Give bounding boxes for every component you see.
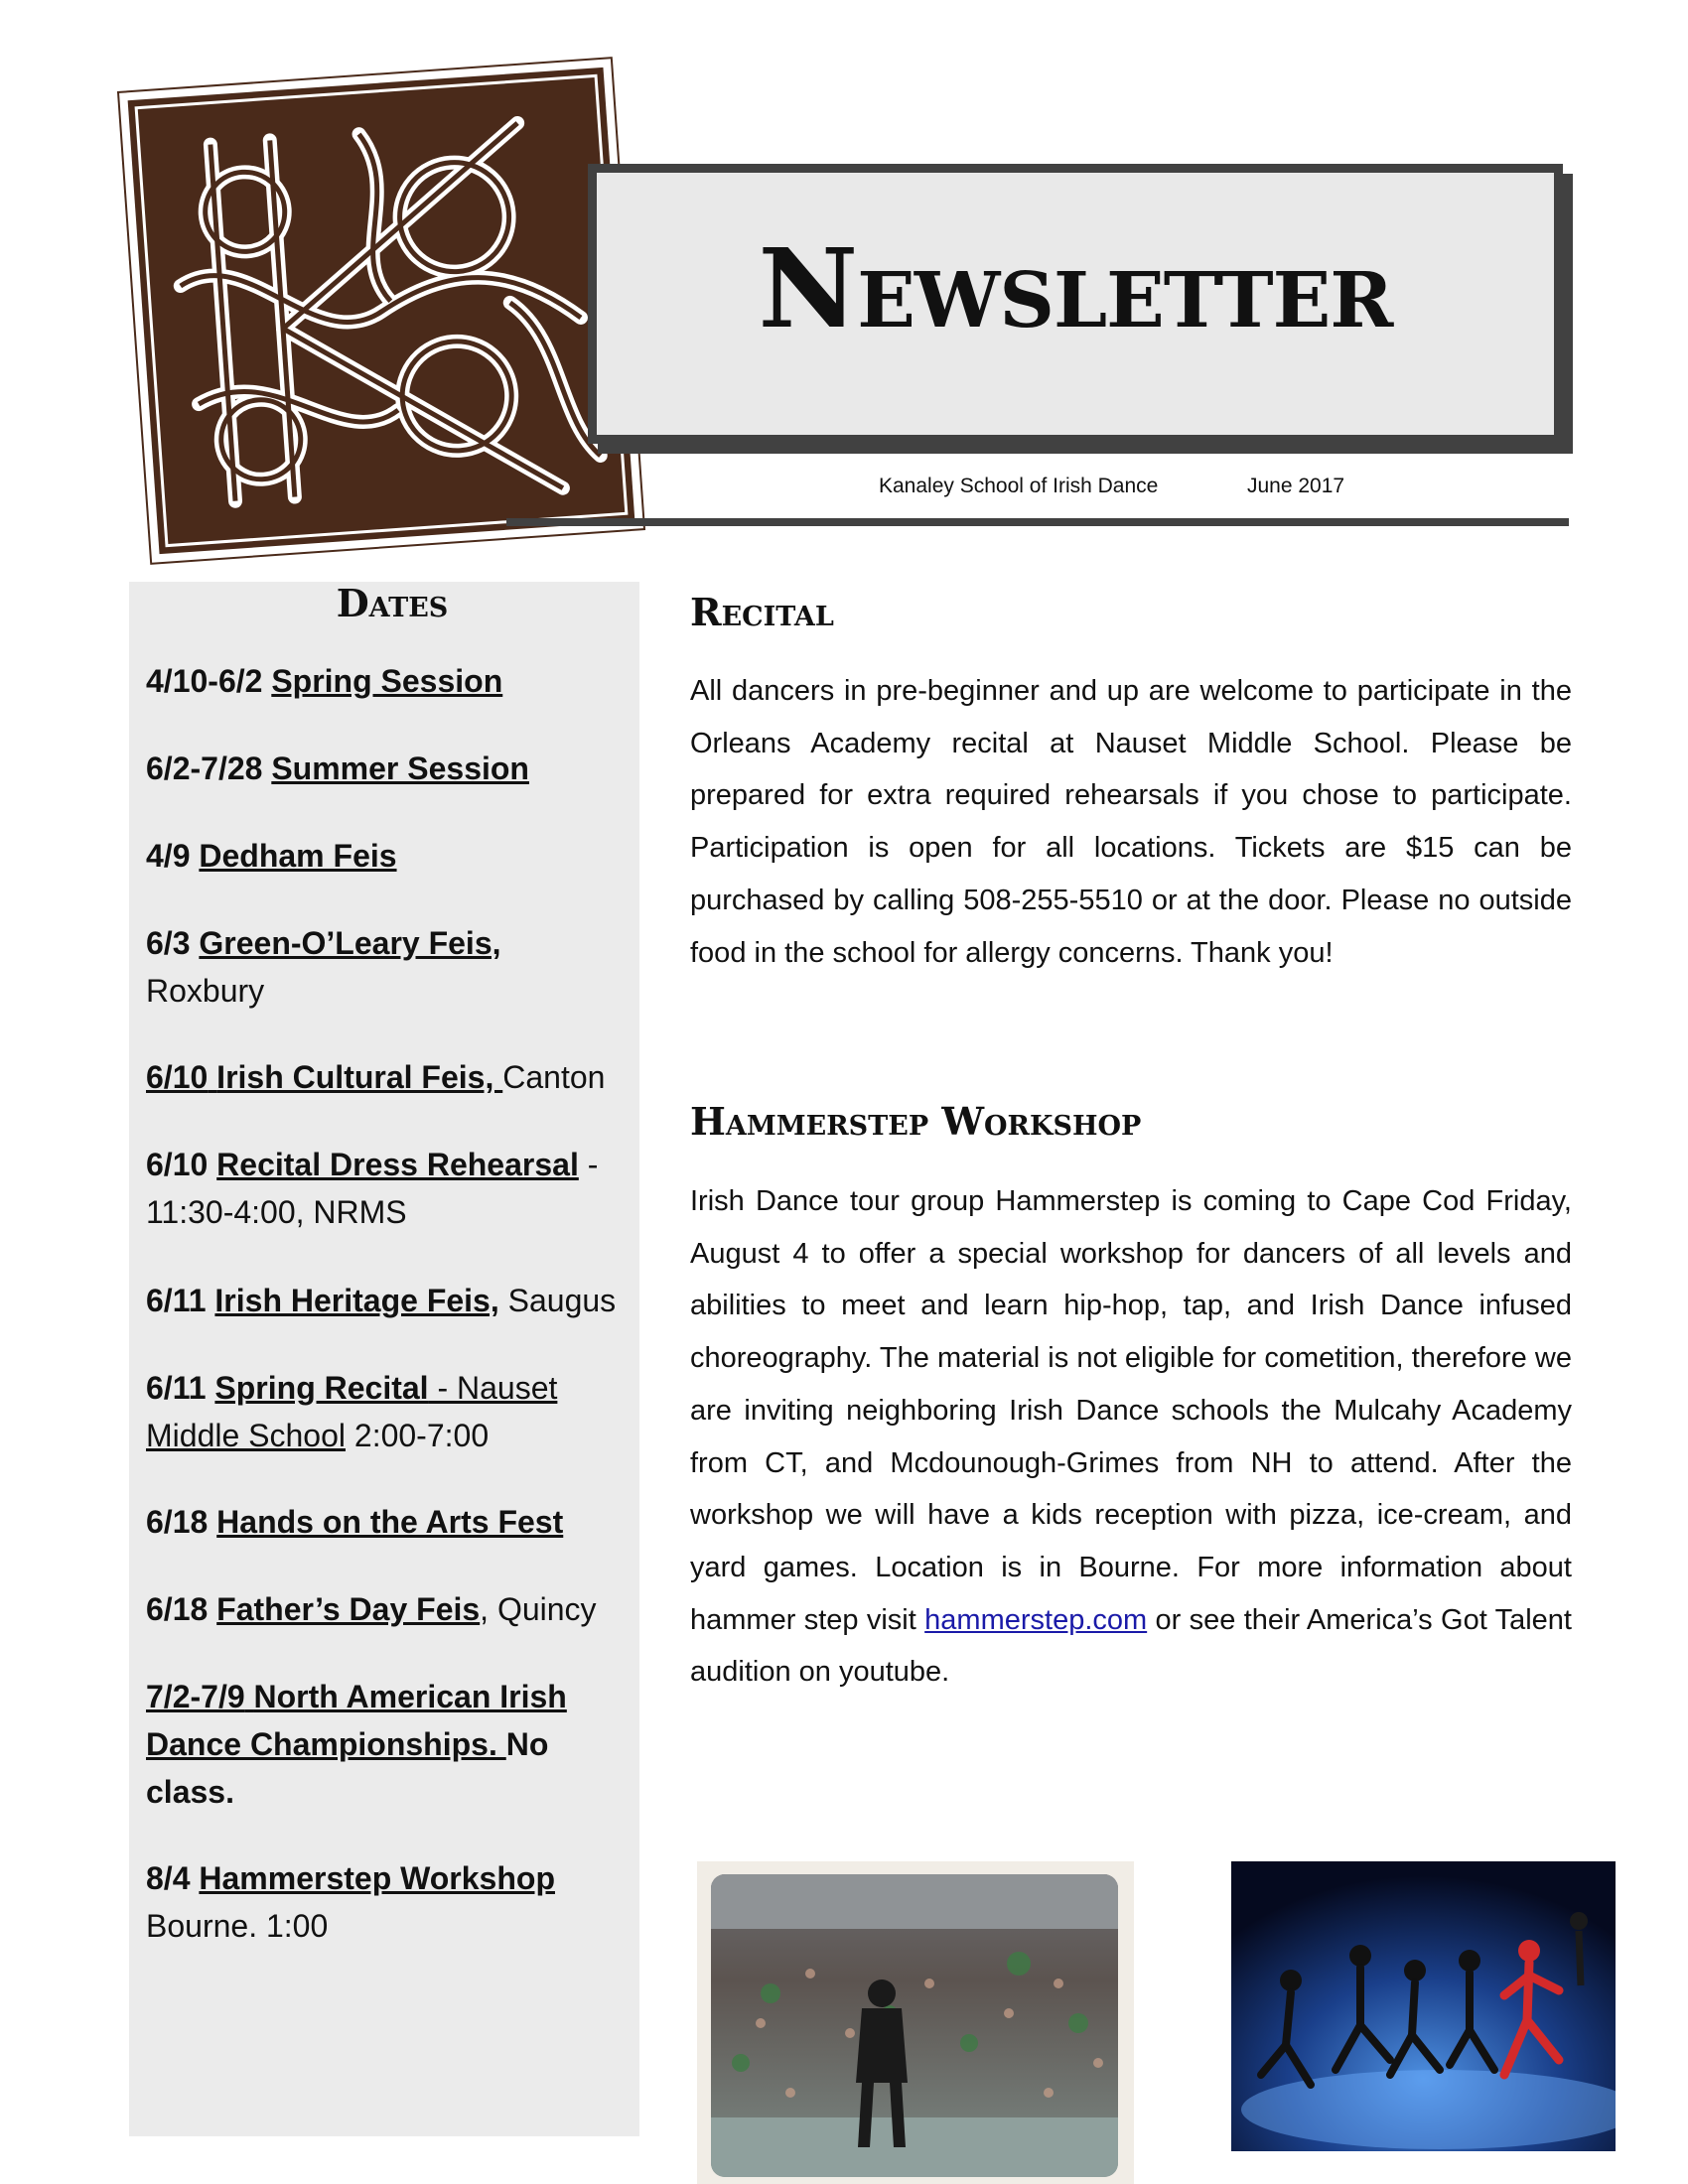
entry-date: 6/18 [146,1591,209,1627]
entry-event: Dance Championships. [146,1726,506,1762]
entry-note: class. [146,1774,234,1810]
entry-time: 11:30-4:00, NRMS [146,1194,407,1230]
issue-date: June 2017 [1247,475,1345,497]
entry-date: 7/2-7/9 [146,1679,245,1714]
date-entry [146,1364,642,1459]
date-entry [146,1673,642,1816]
newsletter-title: Newsletter [758,224,1393,352]
entry-event: Spring Recital [214,1370,429,1406]
entry-date: 6/10 [146,1147,209,1182]
workshop-body-text: Irish Dance tour group Hammerstep is coming to Cape Cod Friday, August 4 to offer a special workshop for dancers of all levels and abilities to meet and learn hip-hop, tap, and Irish Dance infused choreography. The material is not eligible for cometition, therefore we are inviting neighboring Irish Dance schools the Mulcahy Academy from CT, and Mcdounough-Grimes from NH to attend. After the workshop we will have a kids reception with pizza, ice-cream, and yard games. Location is in Bourne. For more information about hammer step visit [690,1185,1572,1636]
entry-location: Bourne. 1:00 [146,1908,329,1944]
entry-location: , Quincy [480,1591,597,1627]
entry-date: 6/3 [146,925,191,961]
entry-event: Irish Cultural Feis, [216,1059,503,1095]
dancers-photo [1231,1861,1616,2151]
recital-heading: Recital [690,590,834,634]
entry-date: 6/11 [146,1370,207,1406]
entry-location: Roxbury [146,973,265,1009]
entry-event: Hands on the Arts Fest [216,1504,564,1540]
entry-date: 6/10 [146,1059,209,1095]
recital-body: All dancers in pre-beginner and up are welcome to participate in the Orleans Academy recital at Nauset Middle School. Please be prepared for extra required rehearsals if you chose to participate. Participation is open for all locations. Tickets are $15 can be purchased by calling 508-255-5510 or at the door. Please no outside food in the school for allergy concerns. Thank you! [690,675,1572,969]
entry-event: Green-O’Leary Feis, [199,925,501,961]
entry-location: Canton [502,1059,606,1095]
entry-event: Dedham Feis [199,838,397,874]
entry-location: Middle School [146,1418,346,1453]
entry-event: Spring Session [271,663,503,699]
entry-note: No [505,1726,549,1762]
entry-date: 6/2-7/28 [146,751,263,786]
date-entry [146,745,642,792]
entry-date: 4/10-6/2 [146,663,263,699]
dates-title: Dates [336,581,449,625]
header-rule [506,518,1569,526]
date-entry [146,1277,662,1324]
entry-event: North American Irish [253,1679,567,1714]
entry-location: Saugus [498,1283,617,1318]
date-entry [146,1854,642,1950]
school-name: Kanaley School of Irish Dance [879,475,1159,497]
entry-time: 2:00-7:00 [346,1418,490,1453]
workshop-heading: Hammerstep Workshop [690,1099,1142,1144]
date-entry [146,1498,642,1546]
entry-date: 6/18 [146,1504,209,1540]
crowd-photo [711,1874,1118,2177]
date-entry [146,657,642,705]
entry-event: Recital Dress Rehearsal [216,1147,579,1182]
entry-date: 8/4 [146,1860,191,1896]
date-entry [146,1053,662,1101]
entry-date: 4/9 [146,838,191,874]
celtic-k-logo [117,57,645,565]
entry-date: 6/11 [146,1283,207,1318]
date-entry [146,919,642,1015]
entry-location: - Nauset [428,1370,558,1406]
workshop-body-text-end: or see their America’s Got Talent audition on youtube. [690,1603,1572,1689]
entry-event: Summer Session [271,751,529,786]
entry-event: Hammerstep Workshop [199,1860,555,1896]
workshop-body [690,1175,1572,1699]
entry-event: Father’s Day Feis [216,1591,481,1627]
date-entry [146,832,642,880]
date-entry [146,1141,642,1236]
date-entry [146,1585,642,1633]
entry-event: Irish Heritage Feis, [214,1283,499,1318]
hammerstep-link[interactable]: hammerstep.com [924,1603,1148,1636]
entry-separator: - [578,1147,599,1182]
